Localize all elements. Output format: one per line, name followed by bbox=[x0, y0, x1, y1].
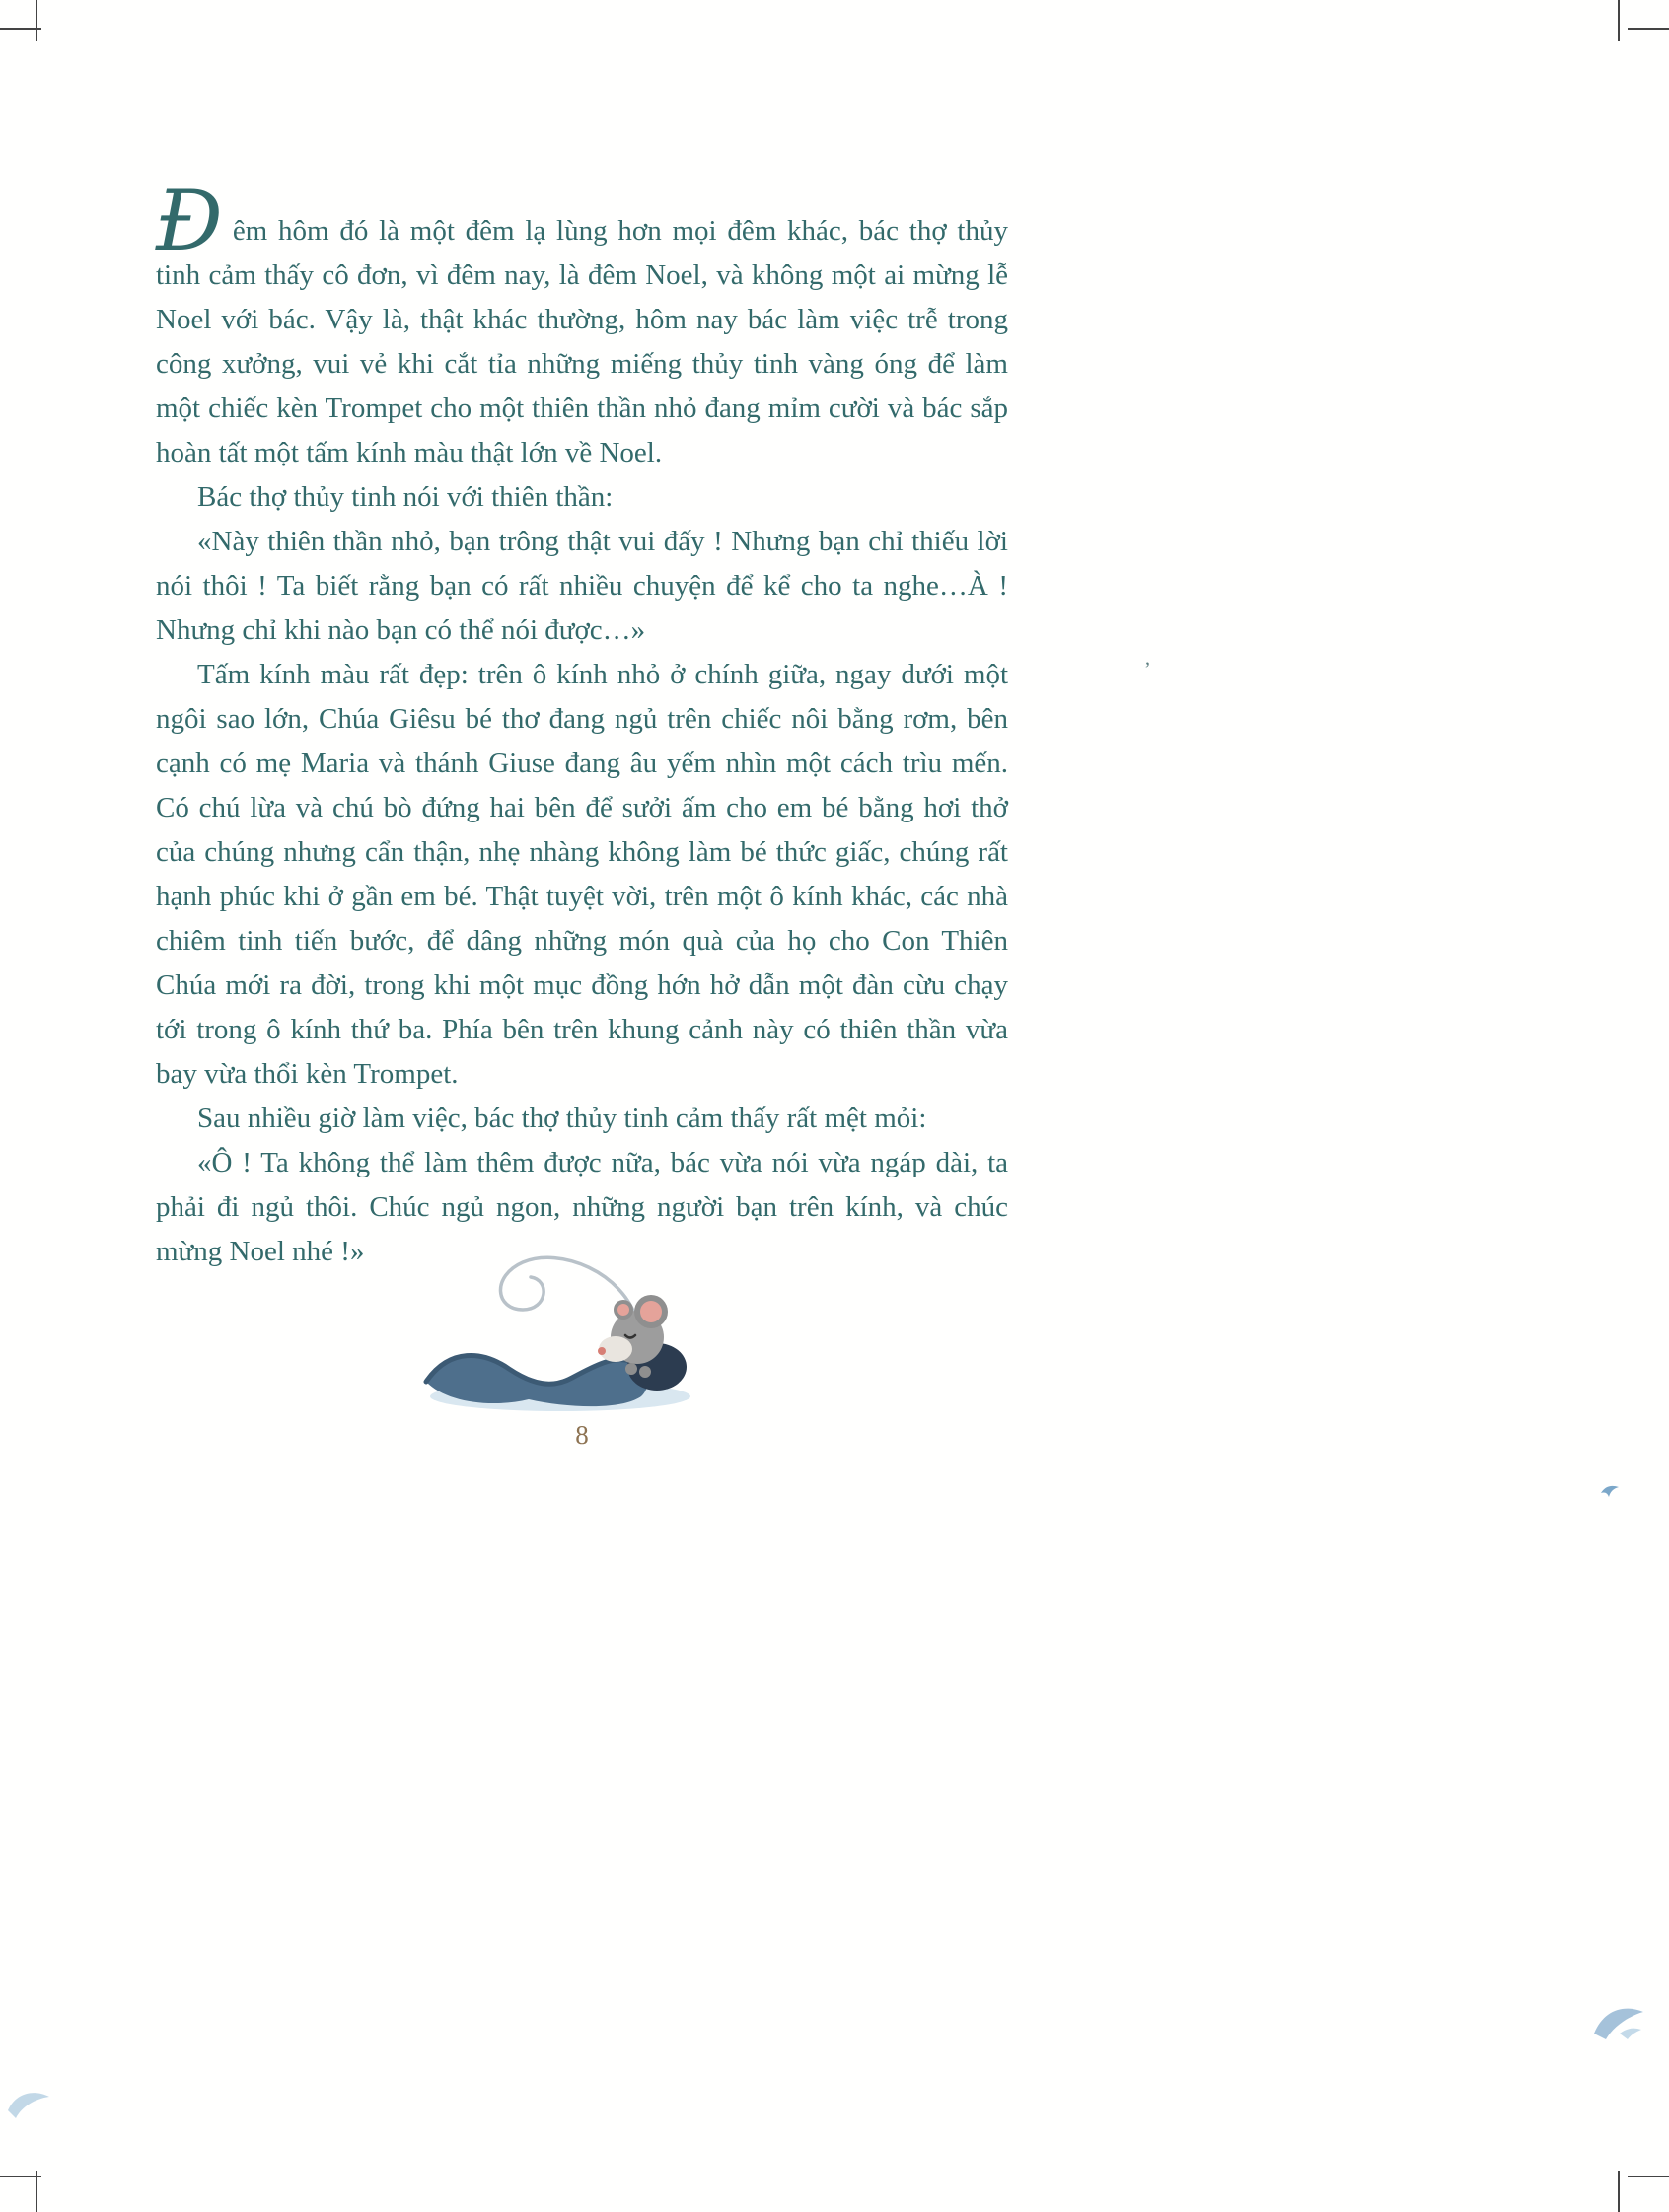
page-number: 8 bbox=[575, 1420, 589, 1450]
story-text-column bbox=[156, 173, 1008, 1274]
paragraph-opening bbox=[156, 173, 1008, 475]
drop-cap-letter: Đ bbox=[156, 173, 223, 269]
paragraph: Sau nhiều giờ làm việc, bác thợ thủy tinh cảm thấy rất mệt mỏi: bbox=[197, 1103, 927, 1134]
crop-mark-top-right-h bbox=[1628, 28, 1669, 30]
crop-mark-bottom-right-h bbox=[1628, 2176, 1669, 2177]
paragraph-text: êm hôm đó là một đêm lạ lùng hơn mọi đêm khác, bác thợ thủy tinh cảm thấy cô đơn, vì đêm nay, là đêm Noel, và không một ai mừng lễ Noel với bác. Vậy là, thật khác thường, hôm nay bác làm việc trễ trong công xưởng, vui vẻ khi cắt tỉa những miếng thủy tinh vàng óng để làm một chiếc kèn Trompet cho một thiên thần nhỏ đang mỉm cười và bác sắp hoàn tất một tấm kính màu thật lớn về Noel. bbox=[156, 215, 1008, 468]
stray-quote-mark: ʼ bbox=[1144, 659, 1151, 680]
stray-ink-mark-icon bbox=[6, 2081, 51, 2120]
stray-ink-mark-icon bbox=[1590, 2000, 1645, 2041]
paragraph: Tấm kính màu rất đẹp: trên ô kính nhỏ ở chính giữa, ngay dưới một ngôi sao lớn, Chúa Giêsu bé thơ đang ngủ trên chiếc nôi bằng rơm, bên cạnh có mẹ Maria và thánh Giuse đang âu yếm nhìn một cách trìu mến. Có chú lừa và chú bò đứng hai bên để sưởi ấm cho em bé bằng hơi thở của chúng nhưng cẩn thận, nhẹ nhàng không làm bé thức giấc, chúng rất hạnh phúc khi ở gần em bé. Thật tuyệt vời, trên một ô kính khác, các nhà chiêm tinh tiến bước, để dâng những món quà của họ cho Con Thiên Chúa mới ra đời, trong khi một mục đồng hớn hở dẫn một đàn cừu chạy tới trong ô kính thứ ba. Phía bên trên khung cảnh này có thiên thần vừa bay vừa thổi kèn Trompet. bbox=[156, 659, 1008, 1090]
paragraph-dialogue: «Này thiên thần nhỏ, bạn trông thật vui đấy ! Nhưng bạn chỉ thiếu lời nói thôi ! Ta biết rằng bạn có rất nhiều chuyện để kể cho ta nghe…À ! Nhưng chỉ khi nào bạn có thể nói được…» bbox=[156, 526, 1008, 646]
paragraph-dialogue: «Ô ! Ta không thể làm thêm được nữa, bác vừa nói vừa ngáp dài, ta phải đi ngủ thôi. Chúc ngủ ngon, những người bạn trên kính, và chúc mừng Noel nhé !» bbox=[156, 1147, 1008, 1267]
paragraph: Bác thợ thủy tinh nói với thiên thần: bbox=[197, 481, 614, 513]
stray-ink-mark-icon bbox=[1598, 1479, 1622, 1503]
crop-mark-bottom-left-v bbox=[36, 2171, 37, 2212]
crop-mark-top-left-v bbox=[36, 0, 37, 41]
sleepy-mouse-icon bbox=[412, 1241, 723, 1423]
mouse-illustration bbox=[412, 1241, 723, 1423]
crop-mark-bottom-right-v bbox=[1618, 2171, 1620, 2212]
crop-mark-top-right-v bbox=[1618, 0, 1620, 41]
